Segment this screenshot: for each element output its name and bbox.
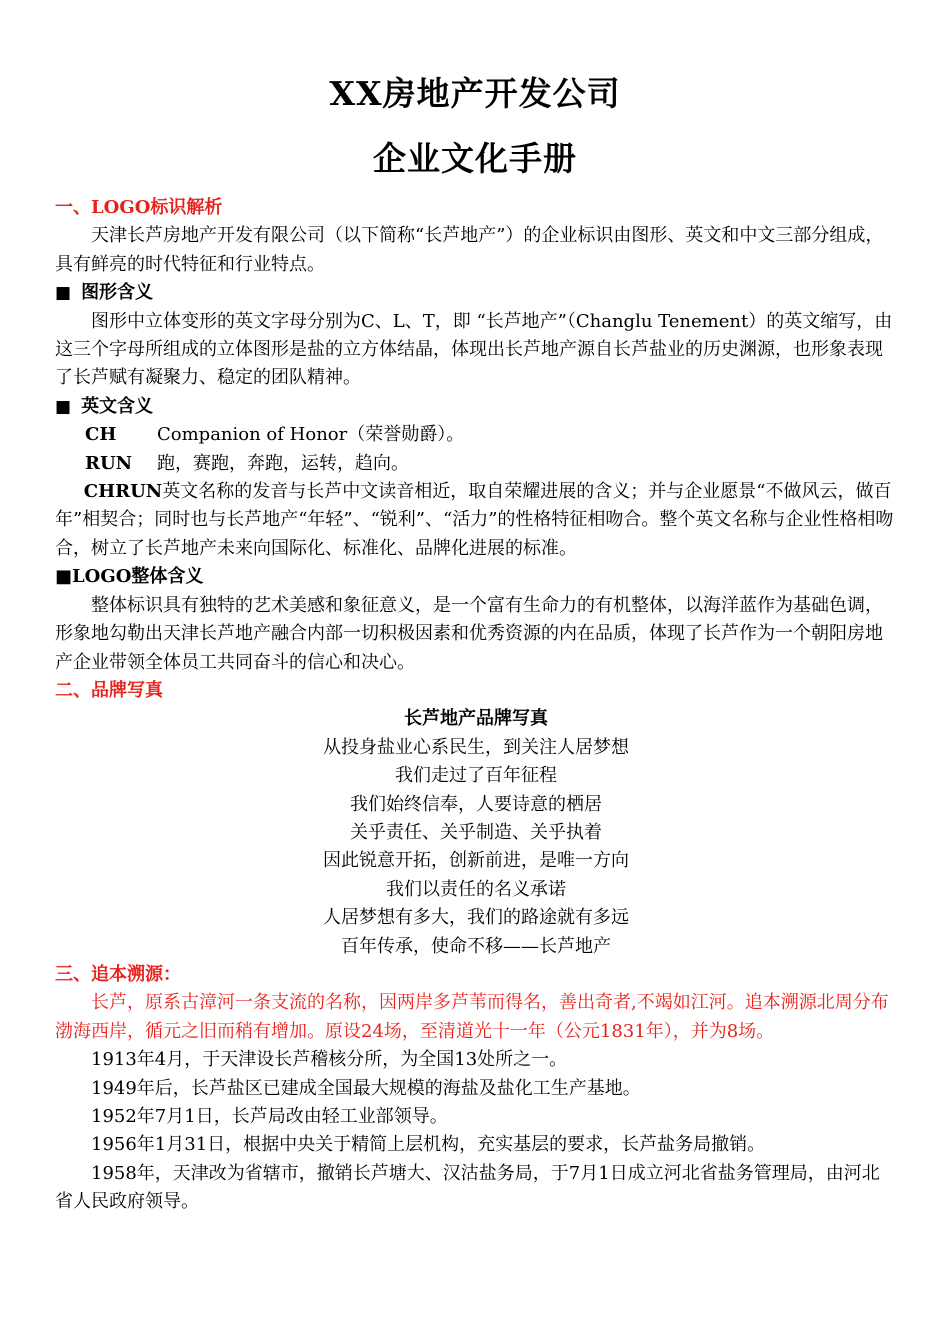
definition-term: CH xyxy=(85,424,117,446)
poem-line: 关乎责任、关乎制造、关乎执着 xyxy=(350,821,602,843)
history-item: 1958年，天津改为省辖市，撤销长芦塘大、汉沽盐务局，于7月1日成立河北省盐务管理局，由河北省人民政府领导。 xyxy=(55,1162,880,1213)
history-item: 1956年1月31日，根据中央关于精简上层机构，充实基层的要求，长芦盐务局撤销。 xyxy=(91,1134,766,1156)
poem-line: 人居梦想有多大，我们的路途就有多远 xyxy=(323,907,629,929)
company-title: XX房地产开发公司 xyxy=(329,74,621,113)
logo-intro-paragraph: 天津长芦房地产开发有限公司（以下简称“长芦地产”）的企业标识由图形、英文和中文三部分组成，具有鲜亮的时代特征和行业特点。 xyxy=(55,225,884,275)
chrun-term: CHRUN xyxy=(83,481,163,503)
definition-text: 跑，赛跑，奔跑，运转，趋向。 xyxy=(157,452,409,474)
overall-meaning-title: LOGO整体含义 xyxy=(72,566,204,588)
document-body xyxy=(55,194,897,1217)
history-item: 1949年后，长芦盐区已建成全国最大规模的海盐及盐化工生产基地。 xyxy=(91,1077,641,1099)
section-brand-heading: 二、品牌写真 xyxy=(55,679,163,701)
poem-line: 因此锐意开拓，创新前进，是唯一方向 xyxy=(323,850,629,872)
overall-meaning-paragraph: 整体标识具有独特的艺术美感和象征意义，是一个富有生命力的有机整体，以海洋蓝作为基础色调，形象地勾勒出天津长芦地产融合内部一切积极因素和优秀资源的内在品质，体现了长芦作为一个朝阳房地产企业带领全体员工共同奋斗的信心和决心。 xyxy=(55,594,883,673)
manual-title: 企业文化手册 xyxy=(373,139,577,178)
square-bullet-icon: ■ xyxy=(55,566,73,588)
poem-line: 我们始终信奉，人要诗意的栖居 xyxy=(350,793,602,815)
square-bullet-icon: ■ xyxy=(55,283,72,304)
definition-text: Companion of Honor（荣誉勋爵）。 xyxy=(157,424,465,446)
chrun-text: 英文名称的发音与长芦中文读音相近，取自荣耀进展的含义；并与企业愿景“不做风云，做百年”相契合；同时也与长芦地产“年轻”、“锐利”、“活力”的性格特征相吻合。整个英文名称与企业性格相吻合，树立了长芦地产未来向国际化、标准化、品牌化进展的标准。 xyxy=(55,481,894,559)
section-logo-heading: 一、LOGO标识解析 xyxy=(55,197,223,218)
poem-line: 百年传承，使命不移——长芦地产 xyxy=(341,935,611,957)
definition-term: RUN xyxy=(85,452,133,474)
origin-paragraph: 长芦，原系古漳河一条支流的名称，因两岸多芦苇而得名，善出奇者,不竭如江河。追本溯源北周分布渤海西岸，循元之旧而稍有增加。原设24场，至清道光十一年（公元1831年），并为8场。 xyxy=(55,992,889,1042)
definition-run xyxy=(55,450,897,478)
square-bullet-icon: ■ xyxy=(55,396,72,417)
poem-line: 我们以责任的名义承诺 xyxy=(386,878,566,900)
poem-line: 我们走过了百年征程 xyxy=(395,765,557,787)
poem-line: 从投身盐业心系民生，到关注人居梦想 xyxy=(323,736,629,758)
history-item: 1952年7月1日，长芦局改由轻工业部领导。 xyxy=(91,1106,448,1127)
poem-title: 长芦地产品牌写真 xyxy=(404,708,548,730)
definition-ch xyxy=(55,421,897,449)
graphic-meaning-title: 图形含义 xyxy=(81,282,154,304)
graphic-meaning-paragraph: 图形中立体变形的英文字母分别为C、L、T，即 “长芦地产”（Changlu Tenement）的英文缩写，由这三个字母所组成的立体图形是盐的立方体结晶，体现出长芦地产源自长芦盐业的历史渊源，也形象表现了长芦赋有凝聚力、稳定的团队精神。 xyxy=(55,310,893,389)
overall-meaning-heading xyxy=(55,563,897,591)
history-item: 1913年4月，于天津设长芦稽核分所，为全国13处所之一。 xyxy=(91,1049,568,1071)
graphic-meaning-heading xyxy=(55,279,897,307)
section-origin-heading: 三、追本溯源： xyxy=(55,963,181,985)
english-meaning-title: 英文含义 xyxy=(81,395,154,417)
english-meaning-heading xyxy=(55,393,897,421)
chrun-paragraph xyxy=(55,478,897,563)
